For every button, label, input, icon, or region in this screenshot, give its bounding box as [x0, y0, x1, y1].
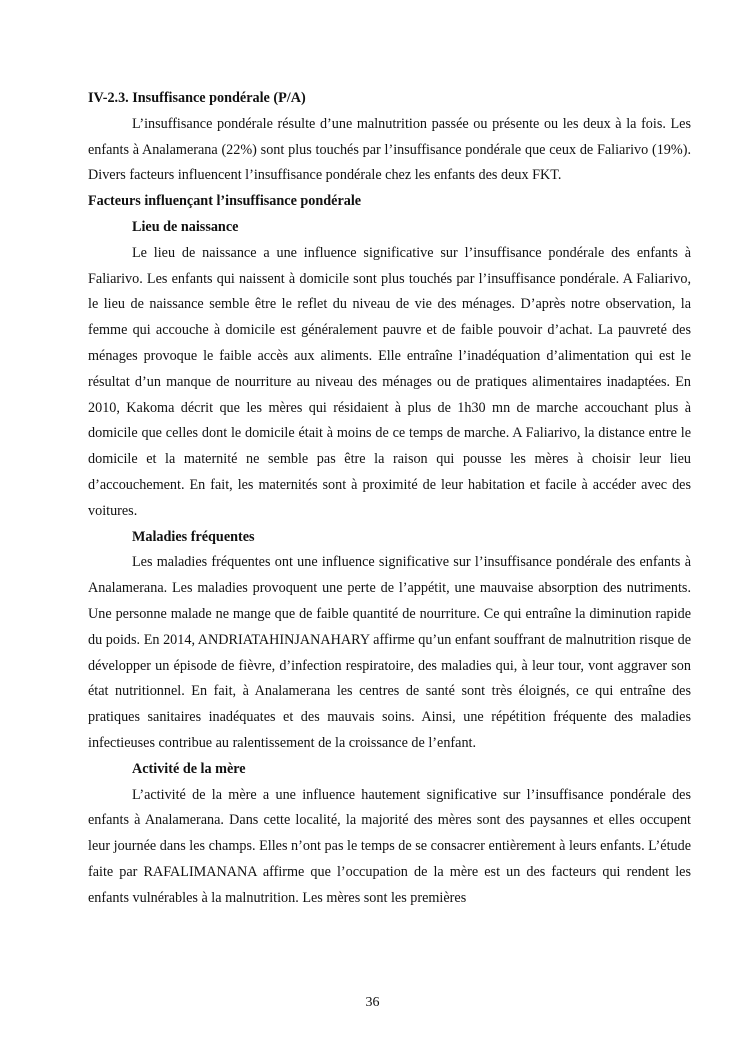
factors-heading: Facteurs influençant l’insuffisance pondérale	[88, 193, 362, 210]
factor-title-mother-activity: Activité de la mère	[132, 760, 246, 777]
intro-paragraph: L’insuffisance pondérale résulte d’une malnutrition passée ou présente ou les deux à la fois. Les enfants à Analamerana (22%) sont plus touchés par l’insuffisance pondérale que ceux de Faliarivo (19%). Divers facteurs influencent l’insuffisance pondérale chez les enfants des deux FKT.	[88, 115, 691, 184]
factor-paragraph-mother-activity: L’activité de la mère a une influence hautement significative sur l’insuffisance pondérale des enfants à Analamerana. Dans cette localité, la majorité des mères sont des paysannes et elles occupent leur journée dans les champs. Elles n’ont pas le temps de se consacrer entièrement à leurs enfants. L’étude faite par RAFALIMANANA affirme que l’occupation de la mère est un des facteurs qui rendent les enfants vulnérables à la malnutrition. Les mères sont les premières	[88, 786, 691, 906]
factor-title-diseases: Maladies fréquentes	[132, 528, 255, 545]
factor-title-birthplace: Lieu de naissance	[132, 218, 239, 235]
factor-paragraph-birthplace: Le lieu de naissance a une influence significative sur l’insuffisance pondérale des enfants à Faliarivo. Les enfants qui naissent à domicile sont plus touchés par l’insuffisance pondérale. A Faliarivo, le lieu de naissance semble être le reflet du niveau de vie des ménages. D’après notre observation, la femme qui accouche à domicile est généralement pauvre et de faible pouvoir d’achat. La pauvreté des ménages provoque le faible accès aux aliments. Elle entraîne l’inadéquation d’alimentation qui est le résultat d’un manque de nourriture au niveau des ménages ou de pratiques alimentaires inadaptées. En 2010, Kakoma décrit que les mères qui résidaient à plus de 1h30 mn de marche accouchant plus à domicile que celles dont le domicile était à moins de ce temps de marche. A Faliarivo, la distance entre le domicile et la maternité ne semble pas être la raison qui pousse les mères à choisir leur lieu d’accouchement. En fait, les maternités sont à proximité de leur habitation et facile à accéder avec des voitures.	[88, 244, 691, 519]
page-number: 36	[365, 995, 380, 1010]
factor-paragraph-diseases: Les maladies fréquentes ont une influence significative sur l’insuffisance pondérale des enfants à Analamerana. Les maladies provoquent une perte de l’appétit, une mauvaise absorption des nutriments. Une personne malade ne mange que de faible quantité de nourriture. Ce qui entraîne la diminution rapide du poids. En 2014, ANDRIATAHINJANAHARY affirme qu’un enfant souffrant de malnutrition risque de développer un épisode de fièvre, d’infection respiratoire, des maladies qui, à leur tour, vont aggraver son état nutritionnel. En fait, à Analamerana les centres de santé sont très éloignés, ce qui entraîne des pratiques sanitaires inadéquates et des mauvais soins. Ainsi, une répétition fréquente des maladies infectieuses contribue au ralentissement de la croissance de l’enfant.	[88, 554, 691, 751]
section-title: IV-2.3. Insuffisance pondérale (P/A)	[88, 90, 306, 106]
document-page	[88, 86, 691, 912]
